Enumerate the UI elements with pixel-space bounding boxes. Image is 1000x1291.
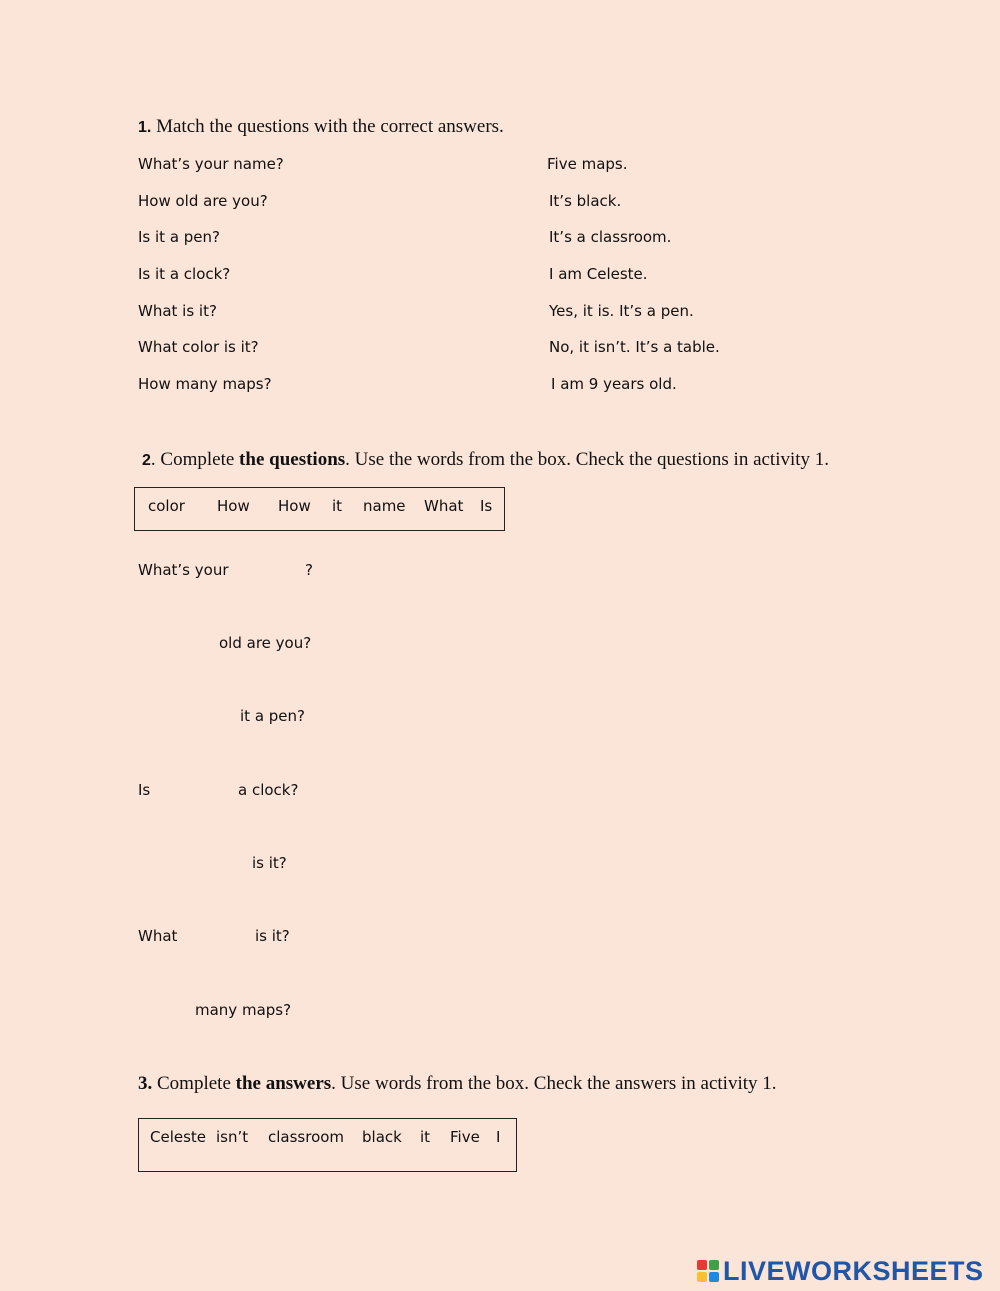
exercise-2-number: 2 [142,452,151,469]
box-word: isn’t [216,1128,249,1146]
question-7: How many maps? [138,375,272,393]
fill-q6-end: is it? [255,927,290,945]
exercise-3-instruction-end: . Use words from the box. Check the answers in activity 1. [331,1073,777,1094]
question-6: What color is it? [138,338,259,356]
answer-3[interactable]: It’s a classroom. [549,228,672,246]
exercise-3-number: 3. [138,1073,153,1094]
box-word: name [363,497,406,515]
fill-q4-end: a clock? [238,781,299,799]
exercise-3-heading [138,1073,777,1095]
question-2: How old are you? [138,192,268,210]
word-box-answers [138,1118,517,1172]
box-word: it [332,497,343,515]
question-1: What’s your name? [138,155,284,173]
box-word: classroom [268,1128,345,1146]
fill-q7: many maps? [195,1001,292,1019]
exercise-3-instruction-start: Complete [152,1073,236,1094]
fill-q1-end: ? [305,561,313,579]
exercise-3-instruction-bold: the answers [235,1073,332,1094]
box-word: it [420,1128,431,1146]
exercise-1-instruction: Match the questions with the correct answers. [156,116,504,137]
question-4: Is it a clock? [138,265,231,283]
box-word: Five [450,1128,480,1146]
box-word: color [148,497,185,515]
fill-q6-start: What [138,927,178,945]
box-word: How [217,497,250,515]
liveworksheets-logo [697,1256,984,1286]
fill-q4-start: Is [138,781,151,799]
box-word: How [278,497,311,515]
exercise-2-instruction-end: . Use the words from the box. Check the questions in activity 1. [345,449,830,470]
exercise-2-heading [142,449,829,471]
answer-5[interactable]: Yes, it is. It’s a pen. [549,302,694,320]
fill-q5: is it? [252,854,287,872]
box-word: Celeste [150,1128,207,1146]
exercise-2-instruction-bold: the questions [239,449,346,470]
logo-text: LIVEWORKSHEETS [723,1255,984,1286]
fill-q2: old are you? [219,634,312,652]
answer-1[interactable]: Five maps. [547,155,628,173]
question-3: Is it a pen? [138,228,221,246]
answer-4[interactable]: I am Celeste. [549,265,648,283]
box-word: What [424,497,464,515]
box-word: I [496,1128,501,1146]
box-word: black [362,1128,402,1146]
exercise-1-heading [138,116,504,138]
fill-q1-start: What’s your [138,561,229,579]
question-5: What is it? [138,302,217,320]
answer-2[interactable]: It’s black. [549,192,622,210]
box-word: Is [480,497,493,515]
logo-squares-icon [697,1260,719,1282]
answer-7[interactable]: I am 9 years old. [551,375,677,393]
fill-q3: it a pen? [240,707,305,725]
exercise-2-instruction-start: . Complete [150,449,240,470]
answer-6[interactable]: No, it isn’t. It’s a table. [549,338,720,356]
exercise-1-number: 1. [138,119,152,136]
word-box-questions [134,487,505,531]
